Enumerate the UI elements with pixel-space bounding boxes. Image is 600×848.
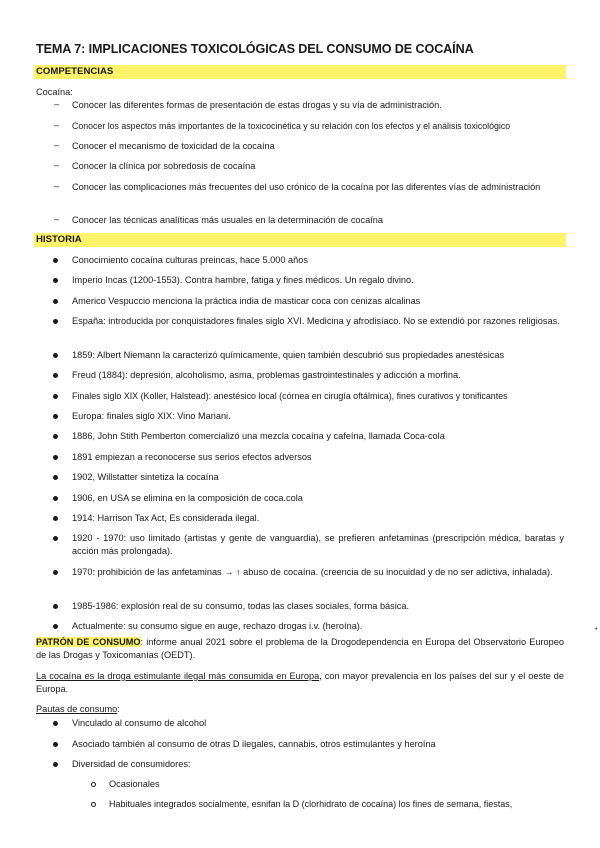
historia-item: 1906, en USA se elimina en la composición de coca.cola: [72, 493, 303, 503]
bullet-icon: [53, 278, 58, 283]
historia-item: 1914: Harrison Tax Act, Es considerada ilegal.: [72, 513, 260, 523]
dash-marker: –: [54, 120, 60, 130]
competencias-intro: Cocaína:: [36, 87, 73, 97]
bullet-icon: [53, 299, 58, 304]
pautas-subitem: Habituales integrados socialmente, esnifan la D (clorhidrato de cocaína) los fines de semana, fiestas,: [109, 799, 513, 809]
historia-heading-bar: [34, 233, 566, 247]
historia-item: 1920 - 1970: uso limitado (artistas y gente de vanguardia), se prefieren anfetaminas (prescripción médica, baratas y acción más prolongada).: [72, 533, 564, 556]
circle-bullet-icon: [91, 802, 96, 807]
bullet-icon: [53, 496, 58, 501]
pautas-item: Asociado también al consumo de otras D ilegales, cannabis, otros estimulantes y heroína: [72, 739, 436, 749]
dash-marker: –: [54, 140, 60, 150]
competencia-item: Conocer las técnicas analíticas más usuales en la determinación de cocaína: [72, 215, 384, 225]
document-title: TEMA 7: IMPLICACIONES TOXICOLÓGICAS DEL CONSUMO DE COCAÍNA: [36, 42, 474, 56]
historia-item: 1859: Albert Niemann la caracterizó químicamente, quien también descubrió sus propiedades anestésicas: [72, 350, 505, 360]
historia-item: Finales siglo XIX (Koller, Halstead): anestésico local (córnea en cirugía oftálmica), fines curativos y tonificantes: [72, 391, 508, 401]
historia-item: Actualmente: su consumo sigue en auge, rechazo drogas i.v. (heroína).: [72, 621, 363, 631]
competencias-heading: COMPETENCIAS: [36, 66, 114, 77]
pautas-item: Vinculado al consumo de alcohol: [72, 718, 207, 728]
pautas-heading: [36, 703, 120, 716]
patron-highlight-sentence: La cocaína es la droga estimulante ilegal más consumida en Europa: [36, 671, 320, 681]
circle-bullet-icon: [91, 782, 96, 787]
bullet-icon: [53, 570, 58, 575]
bullet-icon: [53, 394, 58, 399]
historia-item: Americo Vespuccio menciona la práctica india de masticar coca con cenizas alcalinas: [72, 296, 421, 306]
historia-item: Conocimiento cocaína culturas preincas, hace 5.000 años: [72, 255, 308, 265]
patron-paragraph: [36, 636, 564, 661]
competencia-item: Conocer las complicaciones más frecuentes del uso crónico de la cocaína por las diferentes vías de administración: [72, 182, 541, 192]
dash-marker: –: [54, 214, 60, 224]
historia-item: 1891 empiezan a reconocerse sus serios efectos adversos: [72, 452, 312, 462]
bullet-icon: [53, 434, 58, 439]
competencia-item: Conocer la clínica por sobredosis de cocaína: [72, 161, 256, 171]
pautas-colon: :: [117, 704, 120, 714]
historia-heading: HISTORIA: [36, 234, 82, 245]
competencia-item: Conocer los aspectos más importantes de la toxicocinética y su relación con los efectos y el análisis toxicológico: [72, 121, 511, 131]
dash-marker: –: [54, 99, 60, 109]
competencia-item: Conocer las diferentes formas de presentación de estas drogas y su vía de administración.: [72, 100, 442, 110]
bullet-icon: [53, 455, 58, 460]
historia-item: Europa: finales siglo XIX: Vino Mariani.: [72, 411, 231, 421]
bullet-icon: [53, 353, 58, 358]
patron-label: PATRÓN DE CONSUMO: [36, 637, 141, 647]
bullet-icon: [53, 373, 58, 378]
bullet-icon: [53, 721, 58, 726]
historia-item: Freud (1884): depresión, alcoholismo, asma, problemas gastrointestinales y adicción a morfina.: [72, 370, 461, 380]
historia-item: Imperio Incas (1200-1553). Contra hambre, fatiga y fines médicos. Un regalo divino.: [72, 275, 414, 285]
bullet-icon: [53, 414, 58, 419]
patron-rest-text: , con mayor prevalencia en los países del sur y el oeste de Europa.: [36, 671, 564, 694]
bullet-icon: [53, 258, 58, 263]
competencia-item: Conocer el mecanismo de toxicidad de la cocaína: [72, 141, 275, 151]
historia-item: 1985-1986: explosión real de su consumo, todas las clases sociales, forma básica.: [72, 601, 410, 611]
bullet-icon: [53, 624, 58, 629]
pautas-item: Diversidad de consumidores:: [72, 759, 191, 769]
bullet-icon: [53, 475, 58, 480]
historia-item: 1902, Willstatter sintetiza la cocaína: [72, 472, 219, 482]
bullet-icon: [53, 762, 58, 767]
historia-item: 1970: prohibición de las anfetaminas → ↑ abuso de cocaína. (creencia de su inocuidad y de no ser adictiva, inhalada).: [72, 567, 553, 577]
bullet-icon: [53, 604, 58, 609]
bullet-icon: [53, 742, 58, 747]
bullet-icon: [53, 516, 58, 521]
pautas-subitem: Ocasionales: [109, 779, 160, 789]
dash-marker: –: [54, 181, 60, 191]
historia-item: 1886, John Stith Pemberton comercializó una mezcla cocaína y cafeína, llamada Coca-cola: [72, 431, 445, 441]
patron-text: : informe anual 2021 sobre el problema de la Drogodependencia en Europa del Observatorio Europeo de las Drogas y Toxicomanías (OEDT).: [36, 637, 564, 660]
bullet-icon: [53, 319, 58, 324]
patron-paragraph-2: [36, 670, 564, 695]
dash-marker: –: [54, 160, 60, 170]
margin-mark: •: [595, 626, 598, 633]
pautas-label: Pautas de consumo: [36, 704, 118, 714]
bullet-icon: [53, 536, 58, 541]
historia-item: España: introducida por conquistadores finales siglo XVI. Medicina y afrodisíaco. No se extendió por razones religiosas.: [72, 316, 560, 326]
competencias-heading-bar: [34, 65, 566, 79]
